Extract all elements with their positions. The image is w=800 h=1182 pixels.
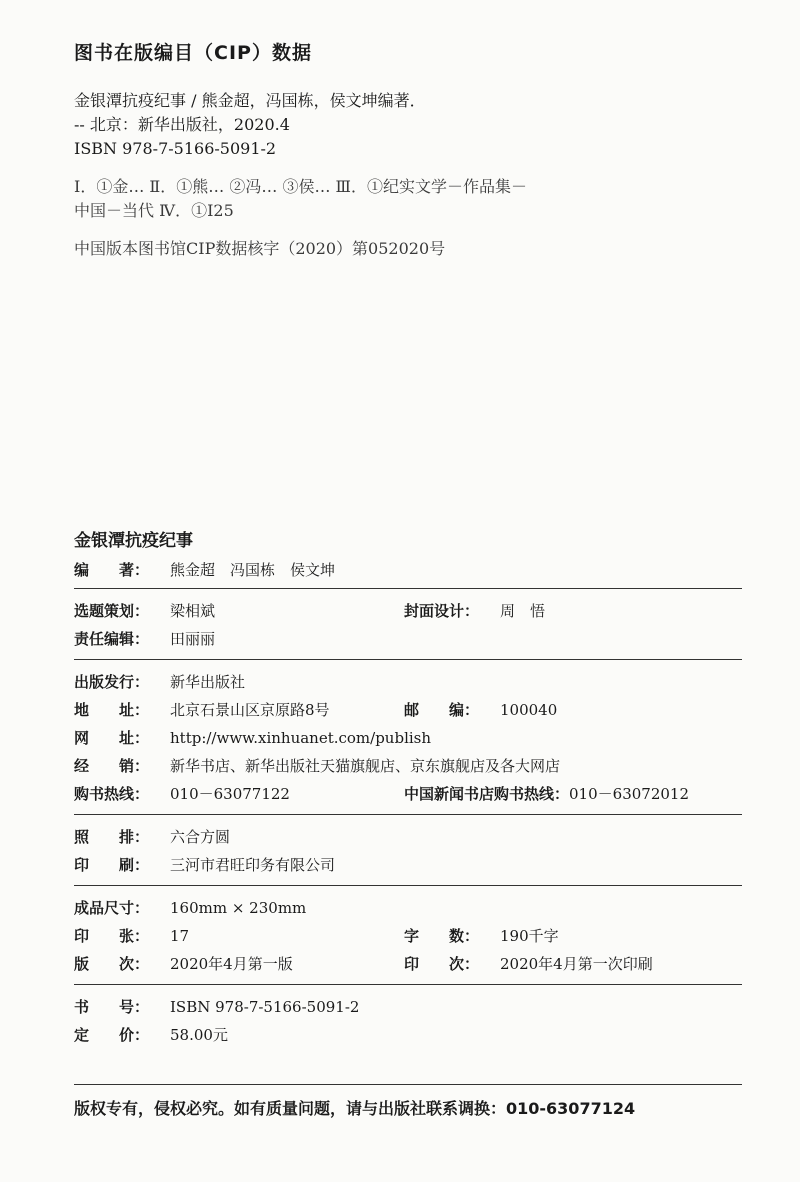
sheets-value: 17 (170, 927, 190, 945)
typeset-label: 照 排： (74, 828, 150, 846)
printing-value: 2020年4月第一次印刷 (500, 955, 653, 973)
website-row (74, 724, 742, 752)
editor-label: 责任编辑： (74, 630, 150, 648)
typeset-row (74, 823, 742, 851)
author-row (74, 556, 742, 584)
cip-block (74, 38, 754, 261)
cover-design-value: 周 悟 (500, 602, 546, 620)
word-count-label: 字 数： (404, 927, 480, 945)
planner-row (74, 597, 742, 625)
publisher-label: 出版发行： (74, 673, 150, 691)
news-hotline-value: 010－63072012 (569, 785, 689, 803)
address-label: 地 址： (74, 701, 150, 719)
author-label: 编 著： (74, 561, 150, 579)
cip-line-classification-2: 中国－当代 Ⅳ．①I25 (74, 201, 234, 220)
divider (74, 588, 742, 589)
hotline-value: 010－63077122 (170, 785, 290, 803)
distributor-value: 新华书店、新华出版社天猫旗舰店、京东旗舰店及各大网店 (170, 757, 561, 775)
divider (74, 814, 742, 815)
cip-line-record-number: 中国版本图书馆CIP数据核字（2020）第052020号 (74, 239, 446, 258)
website-label: 网 址： (74, 729, 150, 747)
hotline-row (74, 780, 742, 808)
address-value: 北京石景山区京原路8号 (170, 701, 330, 719)
publisher-value: 新华出版社 (170, 673, 246, 691)
size-row (74, 894, 742, 922)
postcode-value: 100040 (500, 701, 558, 719)
cip-line-isbn: ISBN 978-7-5166-5091-2 (74, 139, 277, 158)
divider (74, 659, 742, 660)
isbn-label: 书 号： (74, 998, 150, 1016)
planner-value: 梁相斌 (170, 602, 216, 620)
isbn-row (74, 993, 742, 1021)
size-label: 成品尺寸： (74, 899, 150, 917)
cip-line-title-author: 金银潭抗疫纪事 / 熊金超，冯国栋，侯文坤编著． (74, 91, 426, 110)
typeset-value: 六合方圆 (170, 828, 231, 846)
divider (74, 984, 742, 985)
website-value: http://www.xinhuanet.com/publish (170, 729, 432, 747)
publisher-row (74, 668, 742, 696)
price-label: 定 价： (74, 1026, 150, 1044)
printing-label: 印 次： (404, 955, 480, 973)
word-count-value: 190千字 (500, 927, 559, 945)
cip-title: 图书在版编目（CIP）数据 (74, 42, 312, 64)
hotline-label: 购书热线： (74, 785, 150, 803)
cip-line-classification-1: Ⅰ．①金… Ⅱ．①熊… ②冯… ③侯… Ⅲ．①纪实文学－作品集－ (74, 177, 527, 196)
cip-line-publisher: -- 北京：新华出版社，2020.4 (74, 115, 290, 134)
size-value: 160mm × 230mm (170, 899, 307, 917)
distributor-label: 经 销： (74, 757, 150, 775)
sheets-label: 印 张： (74, 927, 150, 945)
postcode-label: 邮 编： (404, 701, 480, 719)
book-title: 金银潭抗疫纪事 (74, 531, 193, 551)
edition-value: 2020年4月第一版 (170, 955, 293, 973)
divider (74, 885, 742, 886)
edition-row (74, 950, 742, 978)
author-value: 熊金超 冯国栋 侯文坤 (170, 561, 336, 579)
address-row (74, 696, 742, 724)
printer-label: 印 刷： (74, 856, 150, 874)
planner-label: 选题策划： (74, 602, 150, 620)
edition-label: 版 次： (74, 955, 150, 973)
cover-design-label: 封面设计： (404, 602, 480, 620)
sheets-row (74, 922, 742, 950)
printer-row (74, 851, 742, 879)
price-value: 58.00元 (170, 1026, 228, 1044)
editor-value: 田丽丽 (170, 630, 216, 648)
price-row (74, 1021, 742, 1049)
imprint-block (74, 526, 742, 1049)
isbn-value: ISBN 978-7-5166-5091-2 (170, 998, 360, 1016)
news-hotline-label: 中国新闻书店购书热线： (404, 785, 570, 803)
divider (74, 1084, 742, 1085)
editor-row (74, 625, 742, 653)
printer-value: 三河市君旺印务有限公司 (170, 856, 336, 874)
copyright-notice: 版权专有，侵权必究。如有质量问题，请与出版社联系调换：010-63077124 (74, 1099, 636, 1118)
distributor-row (74, 752, 742, 780)
